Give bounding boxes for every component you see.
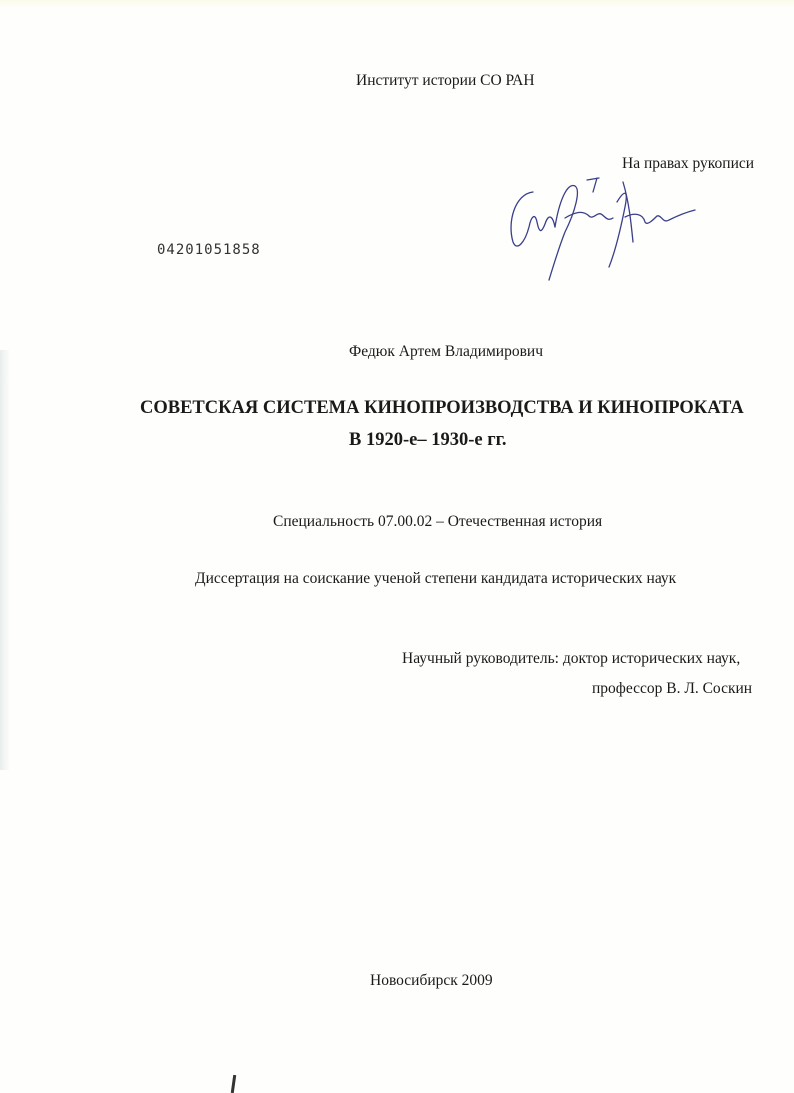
city-year: Новосибирск 2009 xyxy=(370,972,493,989)
dissertation-type: Диссертация на соискание ученой степени кандидата исторических наук xyxy=(195,570,677,587)
dissertation-title-line2: В 1920-е– 1930-е гг. xyxy=(349,430,507,450)
author-name: Федюк Артем Владимирович xyxy=(349,343,544,360)
pen-mark xyxy=(231,1075,236,1093)
scan-top-edge xyxy=(0,0,794,8)
advisor-line1: Научный руководитель: доктор исторических наук, xyxy=(402,650,741,667)
institute-name: Институт истории СО РАН xyxy=(356,72,535,89)
specialty: Специальность 07.00.02 – Отечественная история xyxy=(273,513,603,530)
dissertation-title-line1: СОВЕТСКАЯ СИСТЕМА КИНОПРОИЗВОДСТВА И КИНОПРОКАТА xyxy=(140,398,744,418)
advisor-line2: профессор В. Л. Соскин xyxy=(592,680,753,697)
rights-note: На правах рукописи xyxy=(622,155,755,172)
scan-left-edge xyxy=(0,350,10,770)
signature-icon xyxy=(505,172,705,292)
archive-code: 04201051858 xyxy=(157,242,261,258)
